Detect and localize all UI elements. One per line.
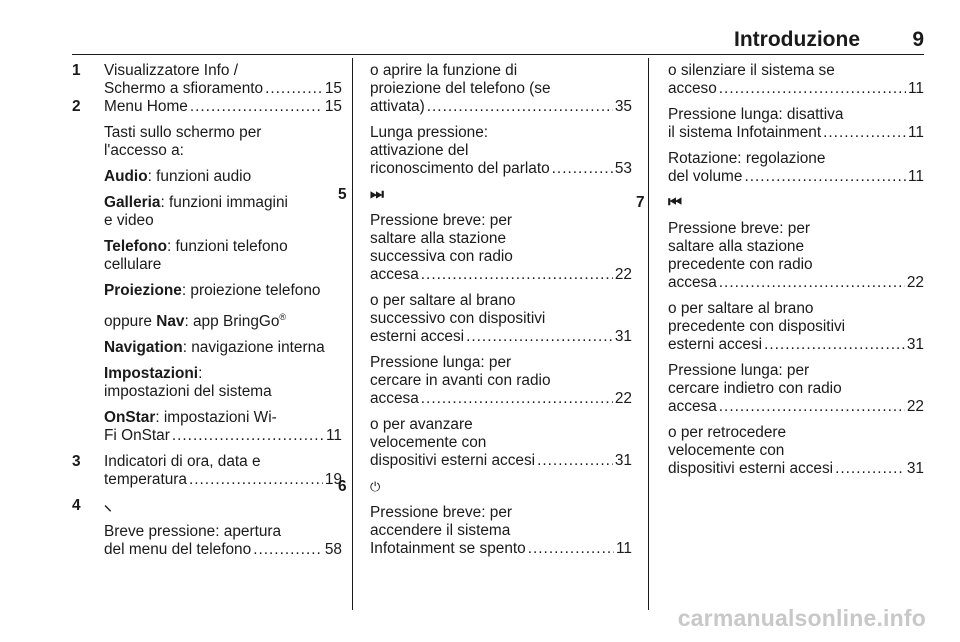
entry-text: dispositivi esterni accesi: [668, 460, 834, 477]
page-ref: 22: [614, 390, 632, 407]
toc-entry: [668, 80, 924, 98]
leader-dots: [835, 460, 905, 478]
entry-text: accesa: [668, 398, 717, 415]
page-ref: 31: [614, 328, 632, 345]
leader-dots: [189, 471, 323, 489]
entry-text: Menu Home: [104, 98, 188, 115]
leader-dots: [265, 80, 323, 98]
leader-dots: [537, 452, 613, 470]
item-2: [72, 98, 342, 445]
toc-entry: [104, 471, 342, 489]
text-line: proiezione del telefono (se: [370, 80, 551, 97]
text-line: Tasti sullo schermo per: [104, 124, 262, 141]
label-text: : impostazioni Wi-: [155, 409, 277, 427]
label-text: : funzioni audio: [147, 168, 252, 185]
entry-text: Schermo a sfioramento: [104, 80, 264, 97]
page-ref: 22: [906, 274, 924, 291]
bold-label: Telefono: [104, 238, 167, 255]
bold-label: Navigation: [104, 339, 183, 357]
page-ref: 53: [614, 160, 632, 177]
text-line: o aprire la funzione di: [370, 62, 518, 79]
bold-label: Proiezione: [104, 282, 182, 299]
text-line: Rotazione: regolazione: [668, 150, 826, 167]
text-line: Pressione breve: per: [370, 212, 513, 229]
text-line: precedente con radio: [668, 256, 813, 273]
page-ref: 11: [616, 540, 632, 557]
item-number: 1: [72, 62, 81, 79]
toc-entry: [370, 540, 632, 558]
label-text: : funzioni telefono: [166, 238, 288, 255]
page-ref: 11: [326, 427, 342, 445]
leader-dots: [764, 336, 905, 354]
toc-entry: [104, 541, 342, 559]
item-number: 3: [72, 453, 81, 471]
item-number: 4: [72, 497, 81, 515]
text-line: Lunga pressione:: [370, 124, 489, 141]
item-7: [636, 194, 924, 478]
page-ref: 31: [906, 460, 924, 477]
item-number: 6: [338, 478, 347, 495]
text-line: precedente con dispositivi: [668, 318, 846, 335]
leader-dots: [253, 541, 323, 559]
leader-dots: [466, 328, 613, 346]
page-ref: 15: [324, 80, 342, 97]
item-1: [72, 62, 342, 98]
text-line: velocemente con: [668, 442, 785, 459]
text-line: o per retrocedere: [668, 424, 787, 441]
previous-track-icon: ⏮: [668, 194, 682, 211]
toc-entry: [104, 427, 342, 445]
label-text: : proiezione telefono: [181, 282, 321, 299]
entry-text: accesa: [370, 266, 419, 283]
item-4: [72, 497, 342, 559]
text-line: successivo con dispositivi: [370, 310, 546, 327]
text-line: accendere il sistema: [370, 522, 511, 539]
text-line: Pressione breve: per: [668, 220, 811, 237]
toc-entry: [668, 274, 924, 292]
page-ref: 22: [614, 266, 632, 283]
text-line: o per saltare al brano: [370, 292, 516, 309]
toc-entry: [370, 98, 632, 116]
menu-onstar: [104, 409, 342, 427]
bold-label: Galleria: [104, 194, 161, 211]
text-line: Pressione lunga: disattiva: [668, 106, 844, 123]
text-line: Visualizzatore Info /: [104, 62, 239, 79]
leader-dots: [744, 168, 906, 186]
entry-text: il sistema Infotainment: [668, 124, 822, 141]
column-3: [636, 62, 924, 478]
entry-text: del volume: [668, 168, 743, 185]
text-line: o per saltare al brano: [668, 300, 814, 317]
leader-dots: [172, 427, 324, 445]
registered-mark: ®: [279, 312, 287, 322]
leader-dots: [190, 98, 323, 116]
menu-navigation: [104, 339, 342, 357]
page-ref: 31: [614, 452, 632, 469]
label-text: : navigazione interna: [182, 339, 325, 357]
text-line: impostazioni del sistema: [104, 383, 272, 401]
bold-label: OnStar: [104, 409, 156, 427]
toc-entry: [668, 336, 924, 354]
text-line: Pressione breve: per: [370, 504, 513, 521]
toc-entry: [668, 124, 924, 142]
text-line: cellulare: [104, 256, 162, 273]
item-number: 5: [338, 186, 347, 203]
toc-entry: [370, 452, 632, 470]
entry-text: accesa: [668, 274, 717, 291]
text-line: o silenziare il sistema se: [668, 62, 835, 79]
page-header: [72, 26, 924, 55]
leader-dots: [719, 274, 905, 292]
text-line: Indicatori di ora, data e: [104, 453, 261, 471]
column-2: [338, 62, 632, 558]
leader-dots: [427, 98, 613, 116]
menu-galleria: [104, 194, 342, 212]
toc-entry: [370, 390, 632, 408]
text-line: cercare in avanti con radio: [370, 372, 551, 389]
menu-telefono: [104, 238, 342, 256]
page-ref: 19: [324, 471, 342, 489]
toc-entry: [104, 98, 342, 116]
text-line: saltare alla stazione: [370, 230, 507, 247]
leader-dots: [421, 390, 613, 408]
bold-label: Nav: [156, 313, 185, 331]
item-number: 7: [636, 194, 645, 211]
leader-dots: [552, 160, 613, 178]
leader-dots: [719, 80, 906, 98]
page-ref: 58: [324, 541, 342, 559]
toc-entry: [370, 160, 632, 178]
text-line: Pressione lunga: per: [370, 354, 512, 371]
text-line: saltare alla stazione: [668, 238, 805, 255]
entry-text: dispositivi esterni accesi: [370, 452, 536, 469]
page-ref: 11: [908, 124, 924, 141]
leader-dots: [823, 124, 906, 142]
toc-entry: [104, 80, 342, 98]
menu-audio: [104, 168, 342, 186]
label-text: : funzioni immagini: [160, 194, 288, 211]
entry-text: Infotainment se spento: [370, 540, 526, 557]
entry-text: accesa: [370, 390, 419, 407]
menu-proiezione: [104, 282, 342, 300]
label-text: : app BringGo: [184, 313, 280, 331]
item-6: [338, 478, 632, 558]
text-line: o per avanzare: [370, 416, 473, 433]
text-line: e video: [104, 212, 154, 229]
page-ref: 31: [906, 336, 924, 353]
leader-dots: [421, 266, 613, 284]
entry-text: acceso: [668, 80, 717, 97]
menu-impostazioni: [104, 365, 342, 383]
toc-entry: [668, 460, 924, 478]
next-track-icon: ⏭: [370, 186, 384, 203]
toc-entry: [668, 168, 924, 186]
toc-entry: [370, 266, 632, 284]
power-icon: ⏻: [370, 479, 381, 494]
text-line: cercare indietro con radio: [668, 380, 842, 397]
text-line: Pressione lunga: per: [668, 362, 810, 379]
toc-entry: [668, 398, 924, 416]
section-title: Introduzione: [734, 28, 860, 51]
page-ref: 22: [906, 398, 924, 415]
text-line: Breve pressione: apertura: [104, 523, 282, 541]
bold-label: Audio: [104, 168, 148, 185]
page-ref: 35: [614, 98, 632, 115]
text-line: velocemente con: [370, 434, 487, 451]
leader-dots: [719, 398, 905, 416]
entry-text: temperatura: [104, 471, 187, 489]
entry-text: del menu del telefono: [104, 541, 252, 559]
entry-text: riconoscimento del parlato: [370, 160, 550, 177]
page-ref: 11: [908, 80, 924, 97]
bold-label: Impostazioni: [104, 365, 199, 383]
label-text: :: [198, 365, 203, 383]
page-ref: 11: [908, 168, 924, 185]
item-3: [72, 453, 342, 489]
text-line: successiva con radio: [370, 248, 513, 265]
column-1: [72, 62, 342, 559]
entry-text: esterni accesi: [370, 328, 465, 345]
text-line: l'accesso a:: [104, 142, 184, 159]
entry-text: Fi OnStar: [104, 427, 170, 445]
leader-dots: [528, 540, 614, 558]
page-ref: 15: [324, 98, 342, 115]
watermark: carmanualsonline.info: [677, 605, 926, 631]
entry-text: esterni accesi: [668, 336, 763, 353]
toc-entry: [370, 328, 632, 346]
page-number: 9: [912, 28, 924, 51]
menu-nav: [104, 308, 342, 331]
phone-icon: ⸜: [104, 497, 112, 515]
entry-text: attivata): [370, 98, 425, 115]
item-number: 2: [72, 98, 81, 115]
text-line: attivazione del: [370, 142, 469, 159]
label-text: oppure: [104, 313, 157, 331]
item-5: [338, 186, 632, 470]
